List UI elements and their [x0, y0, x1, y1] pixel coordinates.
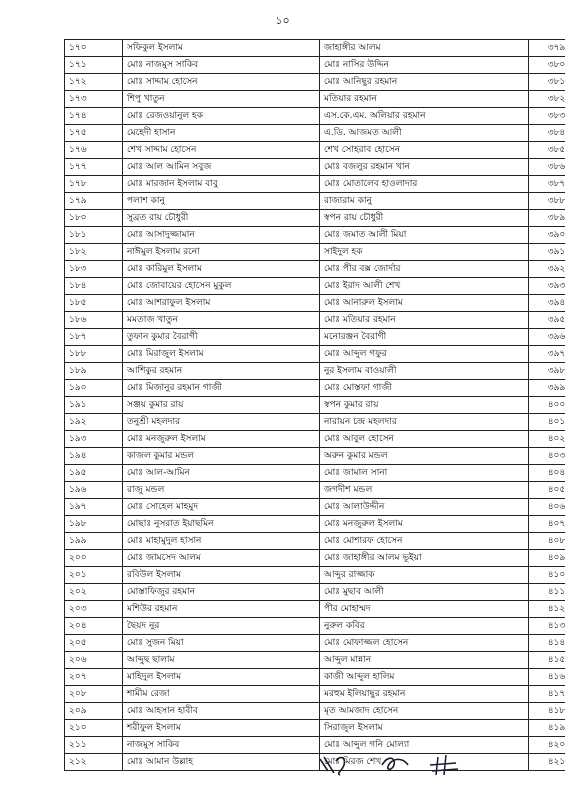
- roll-cell: ৩৮৮: [529, 193, 565, 210]
- roll-cell: ৩৮৯: [529, 210, 565, 227]
- father-name-cell: মোঃ আনিছুর রহমান: [320, 74, 529, 91]
- serial-cell: ২১১: [65, 737, 123, 754]
- table-row: [65, 516, 565, 533]
- name-cell: তনুশ্রী মহলদার: [123, 414, 320, 431]
- name-cell: মশিউর রহমান: [123, 601, 320, 618]
- father-name-cell: মোঃ মুছাব আলী: [320, 584, 529, 601]
- serial-cell: ২১২: [65, 754, 123, 771]
- table-row: [65, 618, 565, 635]
- serial-cell: ১৮০: [65, 210, 123, 227]
- table-row: [65, 108, 565, 125]
- name-cell: নাঈমুল ইসলাম রনো: [123, 244, 320, 261]
- serial-cell: ১৯৭: [65, 499, 123, 516]
- table-row: [65, 703, 565, 720]
- serial-cell: ১৮১: [65, 227, 123, 244]
- name-cell: সফিকুল ইসলাম: [123, 40, 320, 57]
- name-cell: মোঃ আল আমিন সবুজ: [123, 159, 320, 176]
- roll-cell: ৩৯৪: [529, 295, 565, 312]
- table-row: [65, 91, 565, 108]
- table-row: [65, 397, 565, 414]
- roll-cell: ৪১০: [529, 567, 565, 584]
- table-row: [65, 380, 565, 397]
- roll-cell: ৪০২: [529, 431, 565, 448]
- father-name-cell: নুর ইসলাম বাওয়ালী: [320, 363, 529, 380]
- father-name-cell: সাইদুল হক: [320, 244, 529, 261]
- serial-cell: ১৯৮: [65, 516, 123, 533]
- roll-cell: ৪০৯: [529, 550, 565, 567]
- serial-cell: ১৭০: [65, 40, 123, 57]
- roll-cell: ৪০৫: [529, 482, 565, 499]
- serial-cell: ২০৫: [65, 635, 123, 652]
- serial-cell: ১৮২: [65, 244, 123, 261]
- roll-cell: ৪১৩: [529, 618, 565, 635]
- roll-cell: ৪১২: [529, 601, 565, 618]
- father-name-cell: মৃত আমজাদ হোসেন: [320, 703, 529, 720]
- table-row: [65, 550, 565, 567]
- table-row: [65, 533, 565, 550]
- father-name-cell: নারায়ন চন্দ্র মহলদার: [320, 414, 529, 431]
- table-row: [65, 601, 565, 618]
- serial-cell: ২০২: [65, 584, 123, 601]
- roll-cell: ৩৮০: [529, 57, 565, 74]
- name-cell: আশিকুর রহমান: [123, 363, 320, 380]
- table-row: [65, 74, 565, 91]
- name-cell: সঞ্জয় কুমার রায়: [123, 397, 320, 414]
- roll-cell: ৩৯২: [529, 261, 565, 278]
- name-cell: মোঃ কারিমুল ইসলাম: [123, 261, 320, 278]
- roll-cell: ৩৯৫: [529, 312, 565, 329]
- father-name-cell: মোঃ আবুল হোসেন: [320, 431, 529, 448]
- father-name-cell: মোঃ নাসির উদ্দিন: [320, 57, 529, 74]
- table-row: [65, 295, 565, 312]
- father-name-cell: স্বপন রায় চৌধুরী: [320, 210, 529, 227]
- name-cell: তুফান কুমার বৈরাগী: [123, 329, 320, 346]
- name-cell: শেখ সাদ্দাম হোসেন: [123, 142, 320, 159]
- father-name-cell: আব্দুল মান্নান: [320, 652, 529, 669]
- father-name-cell: জগদীশ মন্ডল: [320, 482, 529, 499]
- serial-cell: ২০১: [65, 567, 123, 584]
- roll-cell: ৩৮২: [529, 91, 565, 108]
- father-name-cell: আব্দুর রাজ্জাক: [320, 567, 529, 584]
- table-body: [65, 40, 565, 771]
- serial-cell: ১৮৭: [65, 329, 123, 346]
- roll-cell: ৪১৫: [529, 652, 565, 669]
- roll-cell: ৩৯০: [529, 227, 565, 244]
- name-cell: মোঃ মাহামুদুল হাসান: [123, 533, 320, 550]
- serial-cell: ১৮৬: [65, 312, 123, 329]
- name-cell: মোঃ আশরাফুল ইসলাম: [123, 295, 320, 312]
- name-cell: শামীম রেজা: [123, 686, 320, 703]
- name-cell: মোঃ মনজুরুল ইসলাম: [123, 431, 320, 448]
- serial-cell: ১৭৬: [65, 142, 123, 159]
- roll-cell: ৩৮৩: [529, 108, 565, 125]
- table-row: [65, 686, 565, 703]
- name-cell: মোঃ নাজমুস সাকিব: [123, 57, 320, 74]
- table-row: [65, 329, 565, 346]
- roll-cell: ৪১৪: [529, 635, 565, 652]
- name-cell: আব্দুছ ছালাম: [123, 652, 320, 669]
- roll-cell: ৩৮৬: [529, 159, 565, 176]
- name-cell: মোছাঃ নুসরাত ইয়াছমিন: [123, 516, 320, 533]
- serial-cell: ২১০: [65, 720, 123, 737]
- table-row: [65, 159, 565, 176]
- father-name-cell: মোঃ বজলুর রহমান খান: [320, 159, 529, 176]
- serial-cell: ১৮৮: [65, 346, 123, 363]
- serial-cell: ১৯৪: [65, 448, 123, 465]
- name-cell: মোঃ জোবায়ের হোসেন মুকুল: [123, 278, 320, 295]
- roll-cell: ৪০৬: [529, 499, 565, 516]
- table-row: [65, 210, 565, 227]
- roll-cell: ৪১৬: [529, 669, 565, 686]
- name-cell: মোঃ আহসান হাবীব: [123, 703, 320, 720]
- serial-cell: ১৭৫: [65, 125, 123, 142]
- father-name-cell: মরহুম ইলিয়াছুর রহমান: [320, 686, 529, 703]
- roll-cell: ৪২১: [529, 754, 565, 771]
- father-name-cell: শেখ সোহরাব হোসেন: [320, 142, 529, 159]
- name-cell: মোঃ সোহেল মাহমুদ: [123, 499, 320, 516]
- roll-cell: ৩৯১: [529, 244, 565, 261]
- serial-cell: ১৭৪: [65, 108, 123, 125]
- roll-cell: ৪০১: [529, 414, 565, 431]
- roll-cell: ৩৭৯: [529, 40, 565, 57]
- name-cell: সুব্রত রায় চৌধুরী: [123, 210, 320, 227]
- father-name-cell: মতিয়ার রহমান: [320, 91, 529, 108]
- name-cell: মোঃ আল-আমিন: [123, 465, 320, 482]
- father-name-cell: রাজারাম কানু: [320, 193, 529, 210]
- signatures: [300, 745, 500, 785]
- father-name-cell: মোঃ মিরজ শেখ: [320, 754, 529, 771]
- table-row: [65, 346, 565, 363]
- serial-cell: ২০৪: [65, 618, 123, 635]
- name-cell: মোঃ আমান উল্লাহ: [123, 754, 320, 771]
- name-cell: মোঃ মিজানুর রহমান গাজী: [123, 380, 320, 397]
- serial-cell: ১৭৭: [65, 159, 123, 176]
- table-row: [65, 261, 565, 278]
- roll-cell: ৪০০: [529, 397, 565, 414]
- table-row: [65, 125, 565, 142]
- table-row: [65, 193, 565, 210]
- name-cell: কাজল কুমার মন্ডল: [123, 448, 320, 465]
- name-cell: মোঃ মারজান ইসলাম বাবু: [123, 176, 320, 193]
- serial-cell: ২০৯: [65, 703, 123, 720]
- table-row: [65, 40, 565, 57]
- name-cell: ছৈয়দ নুর: [123, 618, 320, 635]
- table-row: [65, 584, 565, 601]
- table-row: [65, 669, 565, 686]
- father-name-cell: মোঃ মোশারফ হোসেন: [320, 533, 529, 550]
- father-name-cell: মোঃ আব্দুল গনি মোল্যা: [320, 737, 529, 754]
- serial-cell: ১৭২: [65, 74, 123, 91]
- roll-cell: ৩৯৩: [529, 278, 565, 295]
- name-cell: নাজমুস সাকিব: [123, 737, 320, 754]
- father-name-cell: মোঃ জামাল সানা: [320, 465, 529, 482]
- father-name-cell: নুরুল কবির: [320, 618, 529, 635]
- serial-cell: ১৯২: [65, 414, 123, 431]
- father-name-cell: মোঃ আনারুল ইসলাম: [320, 295, 529, 312]
- roll-cell: ৪২০: [529, 737, 565, 754]
- roll-cell: ৪১১: [529, 584, 565, 601]
- father-name-cell: সিরাজুল ইসলাম: [320, 720, 529, 737]
- father-name-cell: স্বপন কুমার রায়: [320, 397, 529, 414]
- table-row: [65, 465, 565, 482]
- roll-cell: ৩৮৫: [529, 142, 565, 159]
- roll-cell: ৪০৮: [529, 533, 565, 550]
- father-name-cell: মোঃ ইরাদ আলী শেখ: [320, 278, 529, 295]
- father-name-cell: মোঃ মতিয়ার রহমান: [320, 312, 529, 329]
- table-row: [65, 720, 565, 737]
- serial-cell: ২০৭: [65, 669, 123, 686]
- serial-cell: ১৮৯: [65, 363, 123, 380]
- serial-cell: ১৯৬: [65, 482, 123, 499]
- table-row: [65, 278, 565, 295]
- serial-cell: ১৯৯: [65, 533, 123, 550]
- name-cell: শরীফুল ইসলাম: [123, 720, 320, 737]
- father-name-cell: এ.ডি. আজমত আলী: [320, 125, 529, 142]
- table-row: [65, 244, 565, 261]
- table-row: [65, 499, 565, 516]
- father-name-cell: মোঃ মোস্তফা গাজী: [320, 380, 529, 397]
- name-cell: মোঃ আসাদুজ্জামান: [123, 227, 320, 244]
- name-cell: রবিউল ইসলাম: [123, 567, 320, 584]
- father-name-cell: পীর মোহাম্মদ: [320, 601, 529, 618]
- serial-cell: ১৭৩: [65, 91, 123, 108]
- father-name-cell: মনোরঞ্জন বৈরাগী: [320, 329, 529, 346]
- name-cell: মোঃ রেজওয়ানুল হক: [123, 108, 320, 125]
- candidate-table: [64, 39, 565, 771]
- table-row: [65, 363, 565, 380]
- father-name-cell: এস.কে.এম. অলিয়ার রহমান: [320, 108, 529, 125]
- name-cell: মেহেদী হাসান: [123, 125, 320, 142]
- serial-cell: ১৮৪: [65, 278, 123, 295]
- father-name-cell: মোঃ জাহাঙ্গীর আলম ভূইয়া: [320, 550, 529, 567]
- serial-cell: ২০৩: [65, 601, 123, 618]
- table-row: [65, 482, 565, 499]
- table-row: [65, 142, 565, 159]
- father-name-cell: কাজী আব্দুল হালিম: [320, 669, 529, 686]
- roll-cell: ৩৯৬: [529, 329, 565, 346]
- table-row: [65, 567, 565, 584]
- father-name-cell: জাহাঙ্গীর আলম: [320, 40, 529, 57]
- serial-cell: ১৮৩: [65, 261, 123, 278]
- serial-cell: ১৯১: [65, 397, 123, 414]
- roll-cell: ৪১৮: [529, 703, 565, 720]
- name-cell: মোঃ সুজন মিয়া: [123, 635, 320, 652]
- father-name-cell: মোঃ জমাত আলী মিয়া: [320, 227, 529, 244]
- father-name-cell: মোঃ মোফাজ্জল হোসেন: [320, 635, 529, 652]
- name-cell: শিপু খাতুন: [123, 91, 320, 108]
- father-name-cell: মোঃ আলাউদ্দীন: [320, 499, 529, 516]
- table-row: [65, 448, 565, 465]
- roll-cell: ৪১৯: [529, 720, 565, 737]
- name-cell: পলাশ কানু: [123, 193, 320, 210]
- roll-cell: ৪০৭: [529, 516, 565, 533]
- table-row: [65, 57, 565, 74]
- roll-cell: ৩৯৮: [529, 363, 565, 380]
- name-cell: মমতাজ খাতুন: [123, 312, 320, 329]
- serial-cell: ২০৮: [65, 686, 123, 703]
- serial-cell: ১৯৫: [65, 465, 123, 482]
- name-cell: রাজু মন্ডল: [123, 482, 320, 499]
- name-cell: মোঃ জামসেদ আলম: [123, 550, 320, 567]
- table-row: [65, 431, 565, 448]
- table-row: [65, 227, 565, 244]
- table-row: [65, 414, 565, 431]
- name-cell: মাহিদুল ইসলাম: [123, 669, 320, 686]
- handwritten-signatures: [300, 745, 500, 785]
- table-row: [65, 312, 565, 329]
- page-number: ১০: [275, 14, 290, 27]
- roll-cell: ৩৯৯: [529, 380, 565, 397]
- table-row: [65, 652, 565, 669]
- serial-cell: ১৯০: [65, 380, 123, 397]
- roll-cell: ৪১৭: [529, 686, 565, 703]
- serial-cell: ১৯৩: [65, 431, 123, 448]
- name-cell: মোস্তাফিজুর রহমান: [123, 584, 320, 601]
- roll-cell: ৪০৪: [529, 465, 565, 482]
- roll-cell: ৩৮১: [529, 74, 565, 91]
- name-cell: মোঃ সাদ্দাম হোসেন: [123, 74, 320, 91]
- roll-cell: ৩৯৭: [529, 346, 565, 363]
- serial-cell: ২০০: [65, 550, 123, 567]
- roll-cell: ৩৮৭: [529, 176, 565, 193]
- father-name-cell: মোঃ আব্দুল গফুর: [320, 346, 529, 363]
- father-name-cell: মোঃ মনজুরুল ইসলাম: [320, 516, 529, 533]
- serial-cell: ১৭১: [65, 57, 123, 74]
- father-name-cell: মোঃ পীর বক্স জোর্দার: [320, 261, 529, 278]
- father-name-cell: মোঃ মোতালেব হাওলাদার: [320, 176, 529, 193]
- name-cell: মোঃ মিরাজুল ইসলাম: [123, 346, 320, 363]
- roll-cell: ৪০৩: [529, 448, 565, 465]
- serial-cell: ১৮৫: [65, 295, 123, 312]
- serial-cell: ১৭৯: [65, 193, 123, 210]
- table-row: [65, 635, 565, 652]
- table-row: [65, 176, 565, 193]
- roll-cell: ৩৮৪: [529, 125, 565, 142]
- serial-cell: ১৭৮: [65, 176, 123, 193]
- father-name-cell: অরুন কুমার মন্ডল: [320, 448, 529, 465]
- serial-cell: ২০৬: [65, 652, 123, 669]
